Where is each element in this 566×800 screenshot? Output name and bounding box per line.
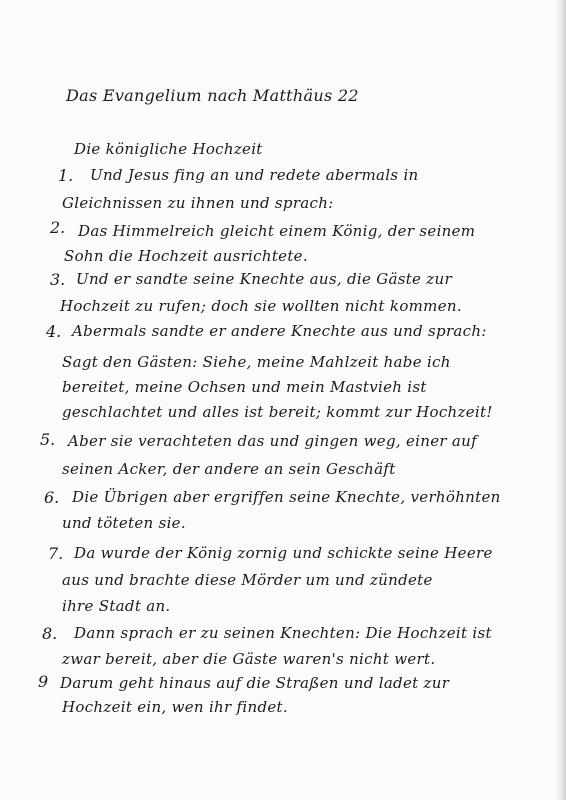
- verse-9-line-1: Darum geht hinaus auf die Straßen und ladet zur: [60, 674, 450, 692]
- verse-number-9: 9: [38, 672, 49, 691]
- verse-8-line-1: Dann sprach er zu seinen Knechten: Die Hochzeit ist: [74, 624, 492, 642]
- verse-4-line-2: Sagt den Gästen: Siehe, meine Mahlzeit habe ich: [62, 353, 451, 371]
- verse-number-4: 4.: [46, 322, 62, 341]
- verse-5-line-1: Aber sie verachteten das und gingen weg, einer auf: [68, 432, 477, 450]
- page-edge-shadow: [556, 0, 566, 800]
- verse-9-line-2: Hochzeit ein, wen ihr findet.: [62, 698, 288, 716]
- verse-2-line-1: Das Himmelreich gleicht einem König, der seinem: [78, 222, 476, 240]
- verse-6-line-2: und töteten sie.: [62, 514, 186, 532]
- verse-4-line-4: geschlachtet und alles ist bereit; kommt zur Hochzeit!: [62, 403, 493, 421]
- verse-4-line-1: Abermals sandte er andere Knechte aus und sprach:: [72, 322, 487, 340]
- verse-number-3: 3.: [50, 270, 66, 289]
- verse-3-line-2: Hochzeit zu rufen; doch sie wollten nicht kommen.: [60, 297, 462, 315]
- verse-number-7: 7.: [48, 544, 64, 563]
- verse-7-line-1: Da wurde der König zornig und schickte seine Heere: [74, 544, 493, 562]
- verse-7-line-2: aus und brachte diese Mörder um und zündete: [62, 571, 433, 589]
- verse-8-line-2: zwar bereit, aber die Gäste waren's nicht wert.: [62, 650, 436, 668]
- verse-number-6: 6.: [44, 488, 60, 507]
- section-heading: Die königliche Hochzeit: [74, 140, 263, 158]
- verse-7-line-3: ihre Stadt an.: [62, 597, 171, 615]
- verse-1-line-1: Und Jesus fing an und redete abermals in: [90, 166, 419, 184]
- verse-3-line-1: Und er sandte seine Knechte aus, die Gäste zur: [76, 270, 452, 288]
- verse-5-line-2: seinen Acker, der andere an sein Geschäft: [62, 460, 396, 478]
- verse-6-line-1: Die Übrigen aber ergriffen seine Knechte, verhöhnten: [72, 488, 501, 506]
- page-title: Das Evangelium nach Matthäus 22: [66, 86, 359, 105]
- verse-number-8: 8.: [42, 624, 58, 643]
- verse-2-line-2: Sohn die Hochzeit ausrichtete.: [64, 247, 308, 265]
- verse-number-5: 5.: [40, 430, 56, 449]
- verse-1-line-2: Gleichnissen zu ihnen und sprach:: [62, 194, 334, 212]
- verse-number-1: 1.: [58, 166, 74, 185]
- verse-4-line-3: bereitet, meine Ochsen und mein Mastvieh ist: [62, 378, 427, 396]
- verse-number-2: 2.: [50, 218, 66, 237]
